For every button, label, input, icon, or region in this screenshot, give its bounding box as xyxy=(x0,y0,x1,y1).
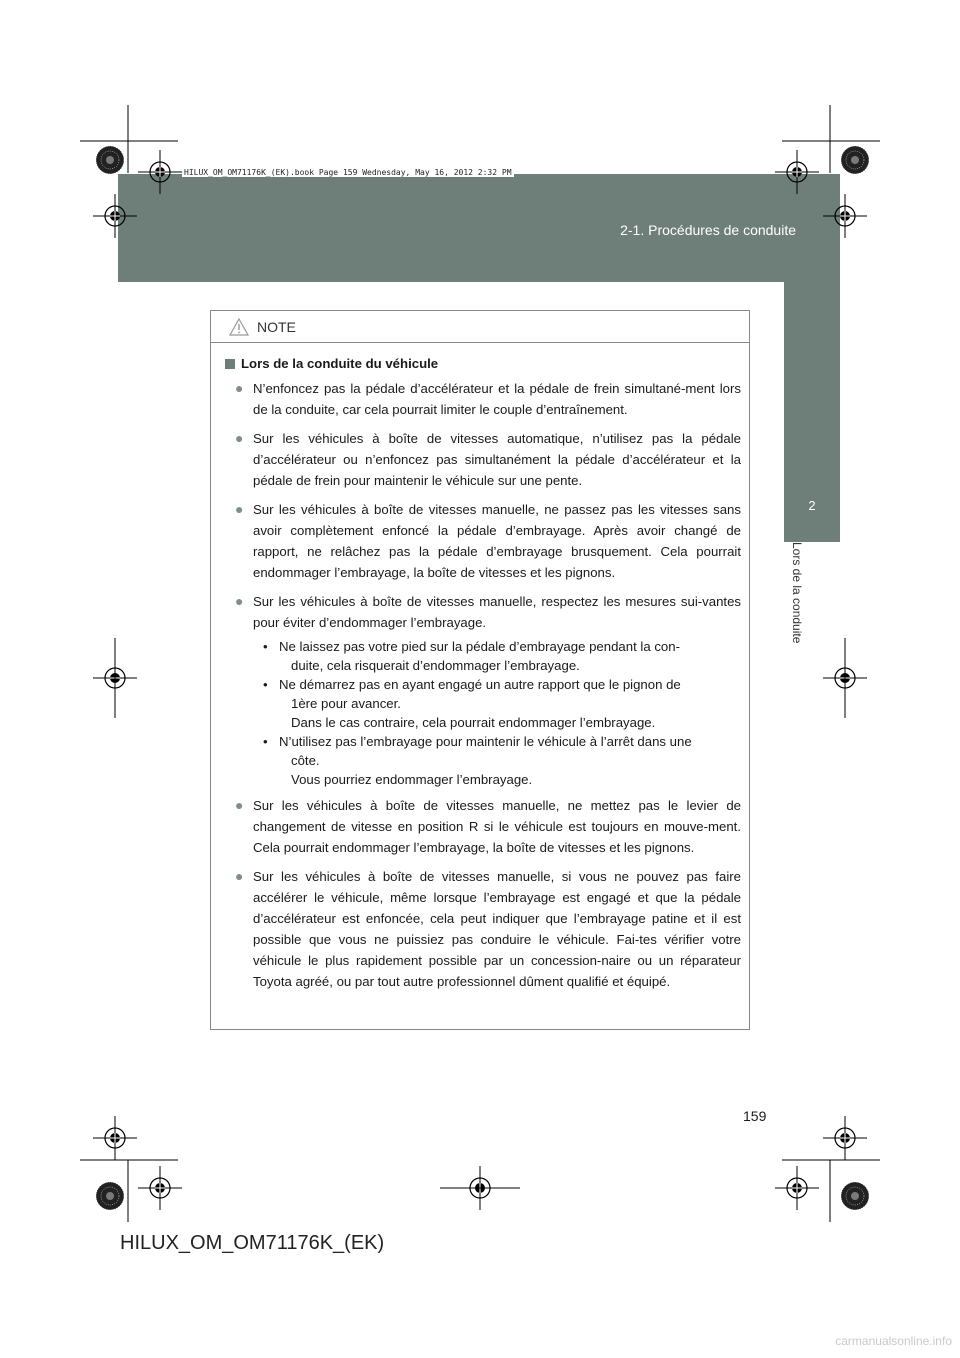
sub-item-text xyxy=(279,637,741,675)
bullet-text: Sur les véhicules à boîte de vitesses manuelle, ne passez pas les vitesses sans avoir complètement enfoncé la pédale d’embrayage. Après avoir changé de rapport, ne relâchez pas la pédale d’embrayage brusquement. Cela pourrait endommager l’embrayage, la boîte de vitesses et les pignons. xyxy=(253,502,741,580)
bullet-text: Sur les véhicules à boîte de vitesses manuelle, ne mettez pas le levier de changement de vitesse en position R si le véhicule est toujours en mouve-ment. Cela pourrait endommager l’embrayage, la boîte de vitesses et les pignons. xyxy=(253,798,741,855)
sub-list-item xyxy=(263,675,741,732)
section-title: 2-1. Procédures de conduite xyxy=(620,222,796,238)
bullet-text: N’enfoncez pas la pédale d’accélérateur et la pédale de frein simultané-ment lors de la conduite, car cela pourrait limiter le couple d’entraînement. xyxy=(253,381,741,417)
note-subheading xyxy=(225,353,741,374)
sub-list xyxy=(263,637,741,789)
square-bullet-icon xyxy=(225,359,235,369)
list-item xyxy=(225,378,741,420)
bullet-dot-icon: ● xyxy=(235,797,244,813)
sub-list-item xyxy=(263,637,741,675)
bullet-text: Sur les véhicules à boîte de vitesses manuelle, respectez les mesures sui-vantes pour éviter d’endommager l’embrayage. xyxy=(253,594,741,630)
bullet-text: Sur les véhicules à boîte de vitesses automatique, n’utilisez pas la pédale d’accélérateur ou n’enfoncez pas simultanément la pédale d’accélérateur et la pédale de frein pour maintenir le véhicule sur une pente. xyxy=(253,431,741,488)
subheading-text: Lors de la conduite du véhicule xyxy=(241,356,439,371)
sub-item-text xyxy=(279,732,741,789)
side-label-area xyxy=(784,542,840,732)
sub-item-text xyxy=(279,675,741,732)
bullet-dot-icon: ● xyxy=(235,501,244,517)
sub-line: Ne laissez pas votre pied sur la pédale d’embrayage pendant la con- xyxy=(279,639,680,654)
note-header xyxy=(211,311,749,343)
bullet-dot-icon: ● xyxy=(235,430,244,446)
list-item xyxy=(225,795,741,858)
sub-line: côte. xyxy=(291,753,320,768)
list-item xyxy=(225,866,741,992)
sub-line: Ne démarrez pas en ayant engagé un autre rapport que le pignon de xyxy=(279,677,681,692)
note-box xyxy=(210,310,750,1030)
page-number: 159 xyxy=(743,1108,767,1124)
sub-line: Vous pourriez endommager l’embrayage. xyxy=(291,772,533,787)
document-code: HILUX_OM_OM71176K_(EK) xyxy=(120,1232,385,1254)
list-item xyxy=(225,591,741,633)
list-item xyxy=(225,428,741,491)
note-body xyxy=(211,343,749,992)
sub-list-item xyxy=(263,732,741,789)
bullet-dot-icon: ● xyxy=(235,380,244,396)
sub-bullet-icon: • xyxy=(263,677,268,692)
print-info-line: HILUX_OM_OM71176K_(EK).book Page 159 Wednesday, May 16, 2012 2:32 PM xyxy=(184,168,512,177)
bullet-dot-icon: ● xyxy=(235,868,244,884)
chapter-number-box xyxy=(784,472,840,542)
chapter-number: 2 xyxy=(808,498,816,513)
list-item xyxy=(225,499,741,583)
bullet-dot-icon: ● xyxy=(235,593,244,609)
sub-line: Dans le cas contraire, cela pourrait endommager l’embrayage. xyxy=(291,715,656,730)
sub-line: 1ère pour avancer. xyxy=(291,696,401,711)
bullet-text: Sur les véhicules à boîte de vitesses manuelle, si vous ne pouvez pas faire accélérer le véhicule, même lorsque l’embrayage est engagé et que la pédale d’accélérateur est enfoncée, cela peut indiquer que l’embrayage patine et il est possible que vous ne puissiez pas conduire le véhicule. Fai-tes vérifier votre véhicule le plus rapidement possible par un concession-naire ou un réparateur Toyota agréé, ou par tout autre professionnel dûment qualifié et équipé. xyxy=(253,869,741,989)
warning-triangle-icon xyxy=(229,318,249,336)
sub-bullet-icon: • xyxy=(263,639,268,654)
sub-line: N’utilisez pas l’embrayage pour maintenir le véhicule à l’arrêt dans une xyxy=(279,734,692,749)
sub-bullet-icon: • xyxy=(263,734,268,749)
chapter-side-label: Lors de la conduite xyxy=(790,542,804,644)
watermark: carmanualsonline.info xyxy=(835,1334,952,1348)
sub-line: duite, cela risquerait d’endommager l’embrayage. xyxy=(291,658,580,673)
note-title: NOTE xyxy=(257,318,296,335)
